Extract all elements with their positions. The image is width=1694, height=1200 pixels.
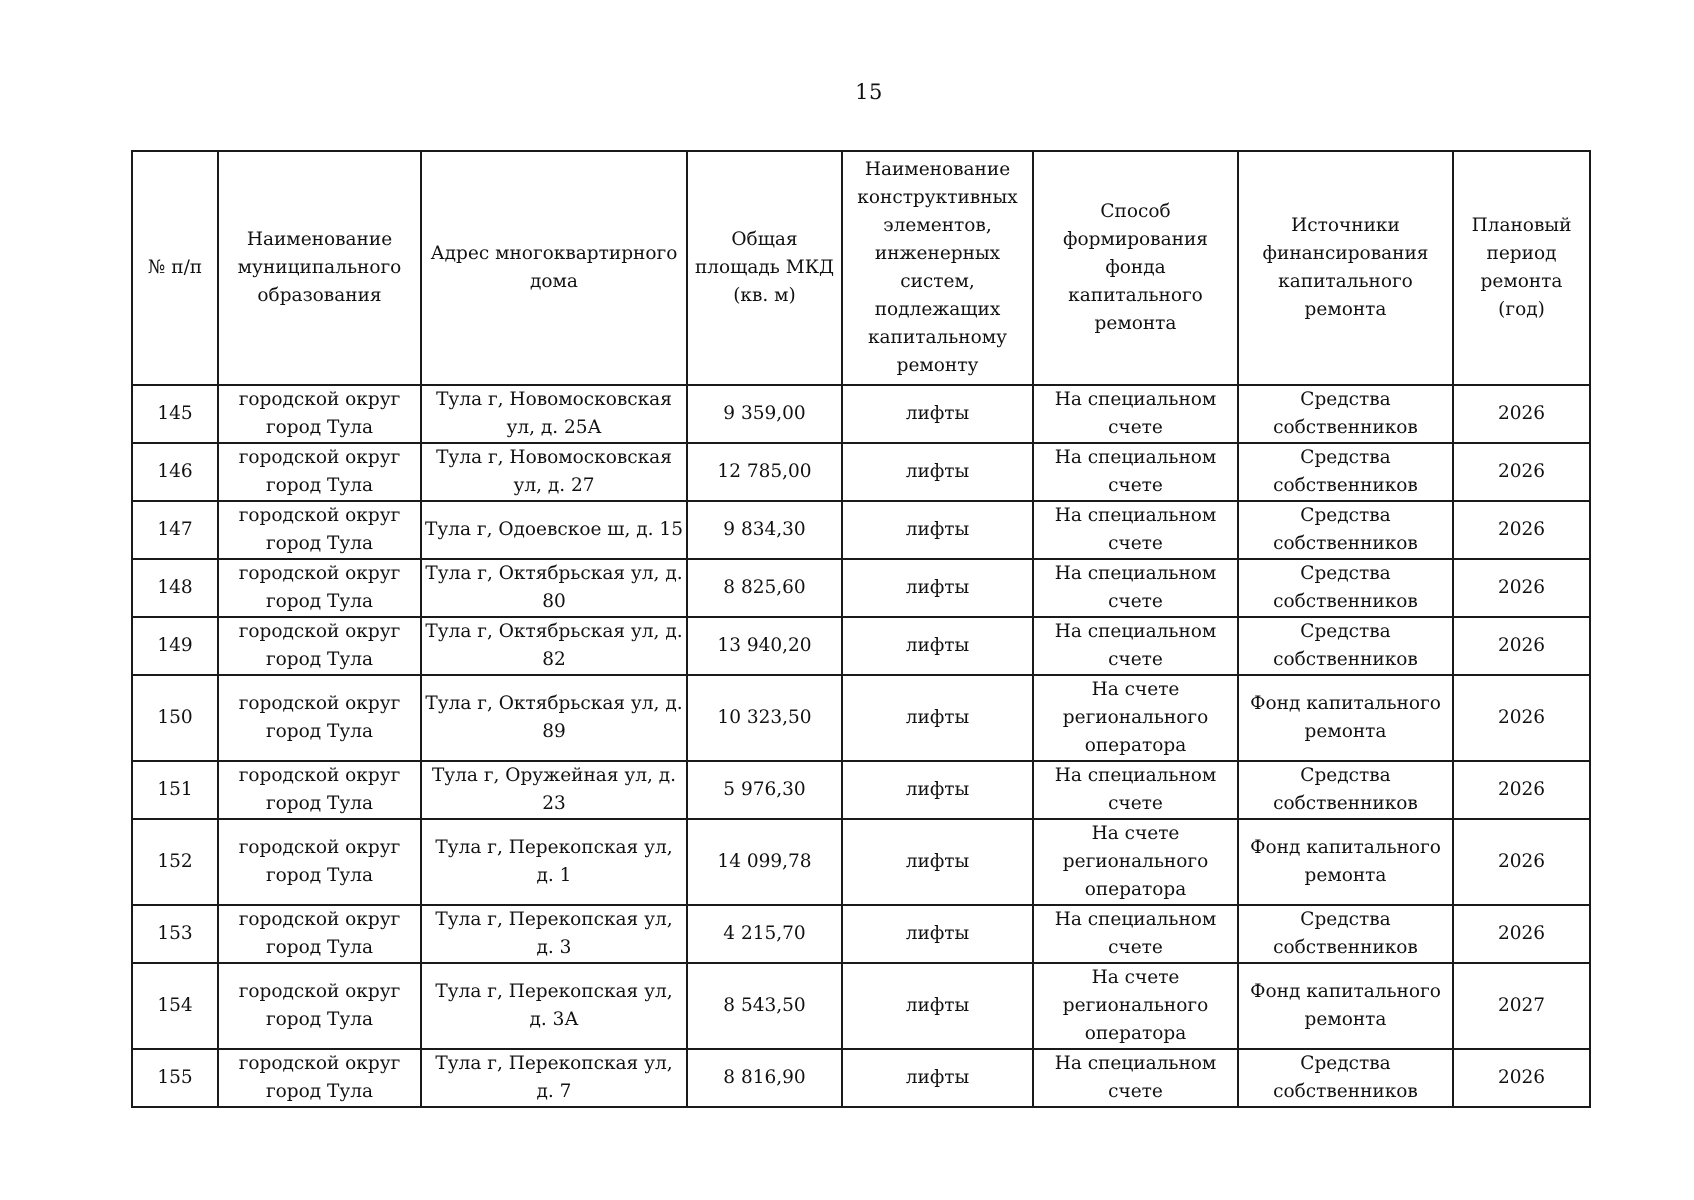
cell-municipality: городской округ город Тула	[218, 1049, 421, 1107]
cell-municipality: городской округ город Тула	[218, 501, 421, 559]
cell-number: 146	[132, 443, 218, 501]
cell-area: 4 215,70	[687, 905, 842, 963]
header-municipality: Наименование муниципального образования	[218, 151, 421, 385]
cell-number: 154	[132, 963, 218, 1049]
cell-address: Тула г, Перекопская ул, д. 3	[421, 905, 687, 963]
cell-municipality: городской округ город Тула	[218, 617, 421, 675]
cell-elements: лифты	[842, 559, 1033, 617]
cell-sources: Средства собственников	[1238, 617, 1453, 675]
header-area: Общая площадь МКД (кв. м)	[687, 151, 842, 385]
table-row	[132, 905, 1590, 963]
table-row	[132, 675, 1590, 761]
cell-period: 2026	[1453, 501, 1590, 559]
cell-period: 2026	[1453, 443, 1590, 501]
cell-method: На счете регионального оператора	[1033, 819, 1238, 905]
table-body	[132, 385, 1590, 1107]
cell-sources: Средства собственников	[1238, 443, 1453, 501]
capital-repair-table	[131, 150, 1591, 1108]
cell-area: 9 359,00	[687, 385, 842, 443]
cell-method: На специальном счете	[1033, 1049, 1238, 1107]
table-row	[132, 617, 1590, 675]
cell-method: На специальном счете	[1033, 761, 1238, 819]
header-number: № п/п	[132, 151, 218, 385]
header-method: Способ формирования фонда капитального ремонта	[1033, 151, 1238, 385]
cell-number: 148	[132, 559, 218, 617]
cell-period: 2026	[1453, 819, 1590, 905]
cell-area: 9 834,30	[687, 501, 842, 559]
cell-area: 8 543,50	[687, 963, 842, 1049]
cell-municipality: городской округ город Тула	[218, 443, 421, 501]
table-row	[132, 963, 1590, 1049]
cell-area: 5 976,30	[687, 761, 842, 819]
cell-method: На специальном счете	[1033, 559, 1238, 617]
cell-method: На специальном счете	[1033, 443, 1238, 501]
cell-area: 14 099,78	[687, 819, 842, 905]
cell-number: 153	[132, 905, 218, 963]
cell-period: 2026	[1453, 905, 1590, 963]
cell-elements: лифты	[842, 617, 1033, 675]
cell-sources: Средства собственников	[1238, 761, 1453, 819]
cell-address: Тула г, Октябрьская ул, д. 89	[421, 675, 687, 761]
cell-address: Тула г, Новомосковская ул, д. 25А	[421, 385, 687, 443]
table-row	[132, 501, 1590, 559]
cell-area: 12 785,00	[687, 443, 842, 501]
cell-area: 13 940,20	[687, 617, 842, 675]
table-row	[132, 819, 1590, 905]
table-row	[132, 559, 1590, 617]
cell-sources: Фонд капитального ремонта	[1238, 819, 1453, 905]
cell-period: 2026	[1453, 1049, 1590, 1107]
table-header	[132, 151, 1590, 385]
cell-period: 2026	[1453, 385, 1590, 443]
cell-number: 155	[132, 1049, 218, 1107]
cell-elements: лифты	[842, 385, 1033, 443]
cell-area: 10 323,50	[687, 675, 842, 761]
cell-number: 151	[132, 761, 218, 819]
cell-elements: лифты	[842, 1049, 1033, 1107]
table-row	[132, 1049, 1590, 1107]
cell-elements: лифты	[842, 501, 1033, 559]
cell-period: 2026	[1453, 617, 1590, 675]
cell-municipality: городской округ город Тула	[218, 905, 421, 963]
cell-area: 8 816,90	[687, 1049, 842, 1107]
cell-sources: Средства собственников	[1238, 385, 1453, 443]
header-row	[132, 151, 1590, 385]
header-period: Плановый период ремонта (год)	[1453, 151, 1590, 385]
page-number: 15	[855, 80, 883, 104]
cell-period: 2026	[1453, 761, 1590, 819]
cell-address: Тула г, Оружейная ул, д. 23	[421, 761, 687, 819]
cell-sources: Средства собственников	[1238, 501, 1453, 559]
header-elements: Наименование конструктивных элементов, инженерных систем, подлежащих капитальному ремонту	[842, 151, 1033, 385]
cell-municipality: городской округ город Тула	[218, 963, 421, 1049]
cell-address: Тула г, Перекопская ул, д. 3А	[421, 963, 687, 1049]
cell-method: На счете регионального оператора	[1033, 675, 1238, 761]
cell-municipality: городской округ город Тула	[218, 761, 421, 819]
cell-municipality: городской округ город Тула	[218, 559, 421, 617]
cell-number: 149	[132, 617, 218, 675]
cell-number: 152	[132, 819, 218, 905]
cell-address: Тула г, Перекопская ул, д. 7	[421, 1049, 687, 1107]
cell-number: 145	[132, 385, 218, 443]
cell-period: 2026	[1453, 559, 1590, 617]
cell-elements: лифты	[842, 819, 1033, 905]
cell-elements: лифты	[842, 963, 1033, 1049]
cell-period: 2026	[1453, 675, 1590, 761]
cell-area: 8 825,60	[687, 559, 842, 617]
header-sources: Источники финансирования капитального ремонта	[1238, 151, 1453, 385]
cell-elements: лифты	[842, 761, 1033, 819]
cell-municipality: городской округ город Тула	[218, 385, 421, 443]
cell-method: На специальном счете	[1033, 501, 1238, 559]
cell-number: 147	[132, 501, 218, 559]
cell-sources: Средства собственников	[1238, 1049, 1453, 1107]
cell-method: На специальном счете	[1033, 385, 1238, 443]
table-row	[132, 443, 1590, 501]
cell-sources: Фонд капитального ремонта	[1238, 963, 1453, 1049]
table-row	[132, 385, 1590, 443]
cell-period: 2027	[1453, 963, 1590, 1049]
cell-elements: лифты	[842, 443, 1033, 501]
cell-municipality: городской округ город Тула	[218, 819, 421, 905]
cell-method: На специальном счете	[1033, 905, 1238, 963]
cell-sources: Фонд капитального ремонта	[1238, 675, 1453, 761]
cell-address: Тула г, Октябрьская ул, д. 82	[421, 617, 687, 675]
table-row	[132, 761, 1590, 819]
cell-elements: лифты	[842, 675, 1033, 761]
cell-method: На специальном счете	[1033, 617, 1238, 675]
cell-municipality: городской округ город Тула	[218, 675, 421, 761]
cell-sources: Средства собственников	[1238, 905, 1453, 963]
cell-address: Тула г, Новомосковская ул, д. 27	[421, 443, 687, 501]
cell-address: Тула г, Перекопская ул, д. 1	[421, 819, 687, 905]
cell-elements: лифты	[842, 905, 1033, 963]
cell-number: 150	[132, 675, 218, 761]
cell-sources: Средства собственников	[1238, 559, 1453, 617]
cell-method: На счете регионального оператора	[1033, 963, 1238, 1049]
cell-address: Тула г, Октябрьская ул, д. 80	[421, 559, 687, 617]
header-address: Адрес многоквартирного дома	[421, 151, 687, 385]
cell-address: Тула г, Одоевское ш, д. 15	[421, 501, 687, 559]
